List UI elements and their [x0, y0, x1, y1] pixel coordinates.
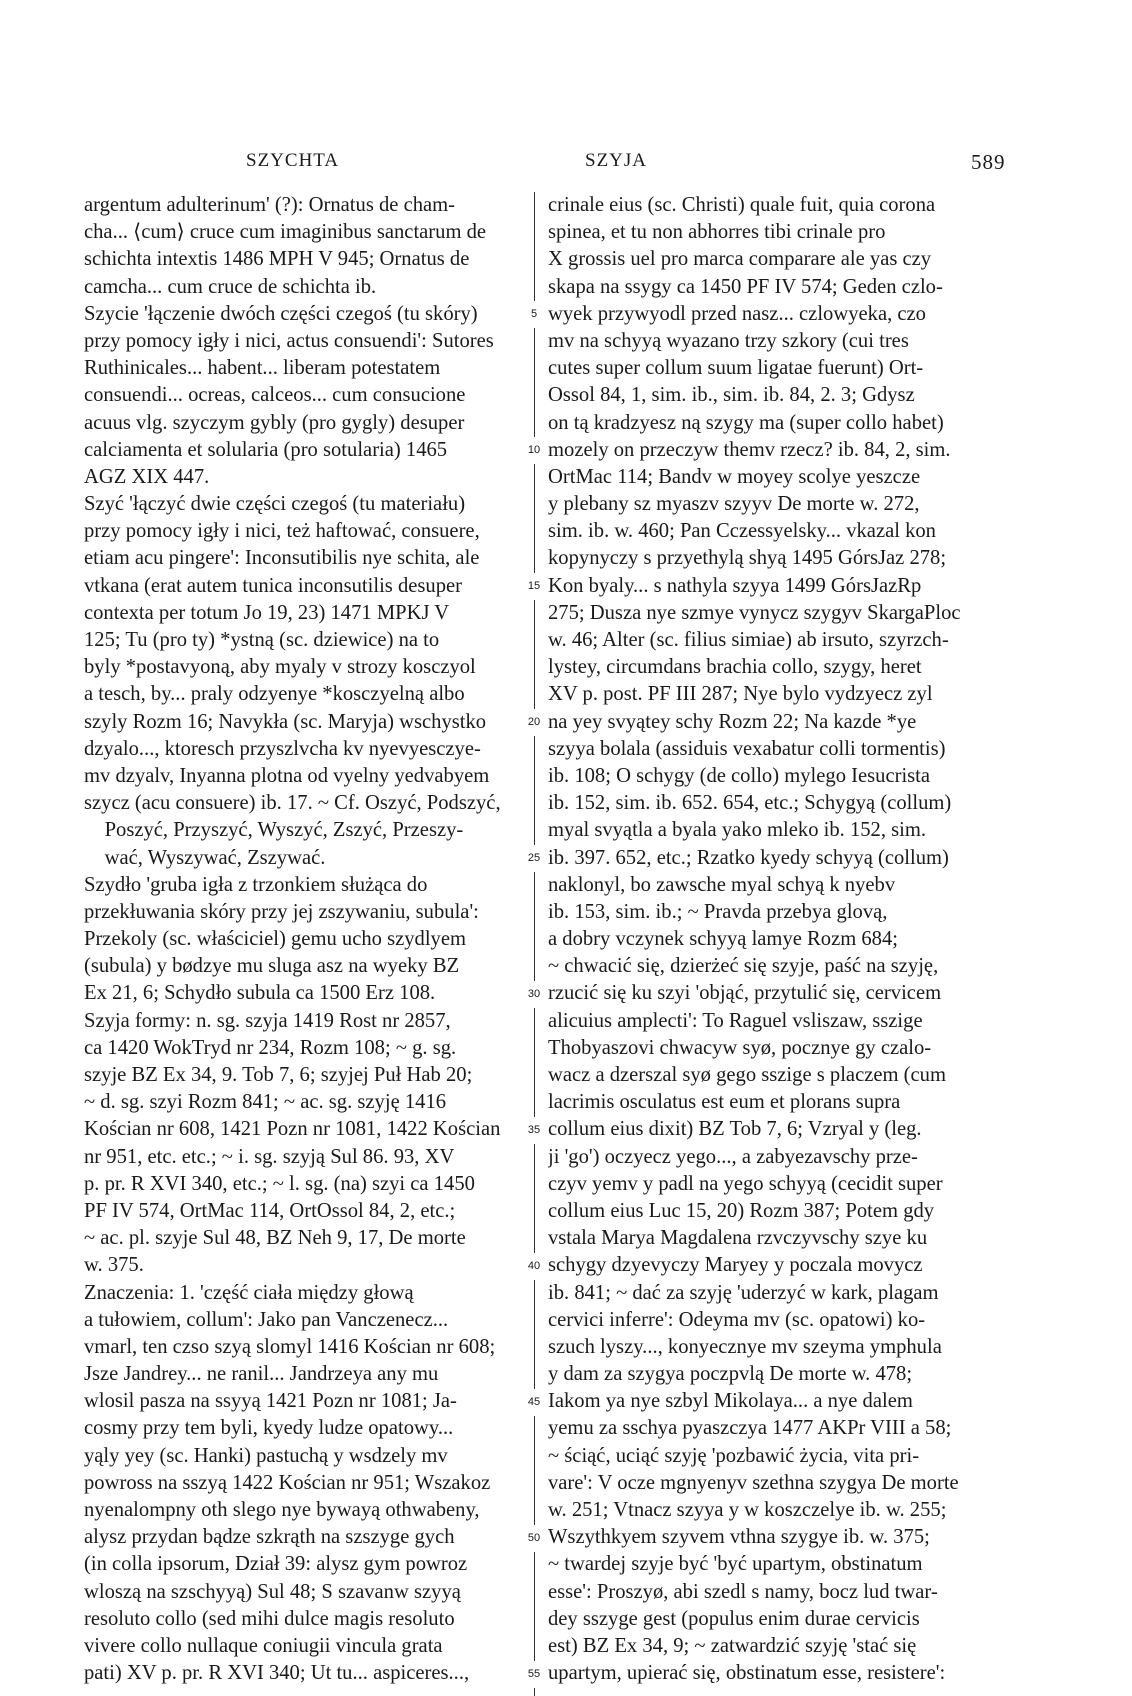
- text-line: mv na schyyą wyazano trzy szkory (cui tres: [548, 329, 909, 352]
- text-line: Kon byaly... s nathyla szyya 1499 GórsJazRp: [548, 574, 922, 597]
- text-line: Szydło 'gruba igła z trzonkiem służąca do: [84, 873, 428, 896]
- text-line: szyje BZ Ex 34, 9. Tob 7, 6; szyjej Puł Hab 20;: [84, 1064, 473, 1086]
- text-line: esse': Proszyø, abi szedl s namy, bocz lud twar-: [548, 1580, 938, 1603]
- text-line: a dobry vczynek schyyą lamye Rozm 684;: [548, 928, 898, 951]
- line-number: 40: [522, 1253, 546, 1280]
- text-line: crinale eius (sc. Christi) quale fuit, quia corona: [548, 194, 936, 216]
- text-line: ~ ac. pl. szyje Sul 48, BZ Neh 9, 17, De morte: [84, 1227, 466, 1250]
- text-line: ~ twardej szyje być 'być upartym, obstinatum: [548, 1553, 923, 1576]
- text-line: szuch lyszy..., konyecznye mv szeyma ymphula: [548, 1335, 942, 1358]
- text-line: XV p. post. PF III 287; Nye bylo vydzyecz zyl: [548, 683, 933, 706]
- text-line: consuendi... ocreas, calceos... cum consucione: [84, 384, 466, 407]
- text-line: 125; Tu (pro ty) *ystną (sc. dziewice) na to: [84, 629, 440, 651]
- text-line: camcha... cum cruce de schichta ib.: [84, 275, 377, 298]
- text-line: y dam za szygya poczpvlą De morte w. 478;: [548, 1363, 913, 1386]
- text-line: acuus vlg. szyczym gybly (pro gygly) desuper: [84, 411, 465, 434]
- text-line: na yey svyątey schy Rozm 22; Na kazde *ye: [548, 710, 917, 733]
- text-line: lystey, circumdans brachia collo, szygy, heret: [548, 656, 922, 679]
- text-line: on tą kradzyesz ną szygy ma (super collo habet): [548, 411, 944, 434]
- left-column: [84, 192, 517, 1687]
- text-line: mozely on przeczyw themv rzecz? ib. 84, 2, sim.: [548, 438, 951, 461]
- text-line: kopynyczy s przyethylą shyą 1495 GórsJaz 278;: [548, 547, 947, 570]
- line-number: 50: [522, 1525, 546, 1552]
- text-line: p. pr. R XVI 340, etc.; ~ l. sg. (na) szyi ca 1450: [84, 1172, 475, 1195]
- text-line: ca 1420 WokTryd nr 234, Rozm 108; ~ g. sg.: [84, 1036, 457, 1059]
- text-line: upartym, upierać się, obstinatum esse, resistere':: [548, 1662, 946, 1685]
- text-line: szyya bolala (assiduis vexabatur colli tormentis): [548, 737, 946, 760]
- line-number: 10: [522, 437, 546, 464]
- text-line: collum eius Luc 15, 20) Rozm 387; Potem gdy: [548, 1199, 935, 1222]
- text-line: calciamenta et solularia (pro sotularia) 1465: [84, 438, 448, 461]
- text-line: ib. 152, sim. ib. 652. 654, etc.; Schygyą (collum): [548, 792, 952, 815]
- text-line: y plebany sz myaszv szyyv De morte w. 272,: [548, 493, 920, 516]
- line-number: 55: [522, 1661, 546, 1688]
- text-line: Thobyaszovi chwacyw syø, pocznye gy czalo-: [548, 1036, 932, 1059]
- text-line: vmarl, ten czso szyą slomyl 1416 Kościan nr 608;: [84, 1335, 496, 1358]
- text-line: ib. 153, sim. ib.; ~ Pravda przebya glovą,: [548, 900, 888, 923]
- text-line: ib. 397. 652, etc.; Rzatko kyedy schyyą (collum): [548, 846, 949, 869]
- text-line: w. 375.: [84, 1254, 144, 1277]
- text-line: powross na sszyą 1422 Kościan nr 951; Wszakoz: [84, 1471, 491, 1494]
- line-number: 30: [522, 981, 546, 1008]
- text-line: Jsze Jandrey... ne ranil... Jandrzeya any mu: [84, 1363, 439, 1386]
- text-line: schygy dzyevyczy Maryey y poczala movycz: [548, 1254, 923, 1277]
- text-line: PF IV 574, OrtMac 114, OrtOssol 84, 2, etc.;: [84, 1199, 456, 1222]
- text-line: ib. 108; O schygy (de collo) mylego Iesucrista: [548, 764, 931, 787]
- text-line: (subula) y bødzye mu sluga asz na wyeky BZ: [84, 955, 460, 978]
- text-line: OrtMac 114; Bandv w moyey scolye yeszcze: [548, 465, 921, 488]
- text-line: Wszythkyem szyvem vthna szygye ib. w. 375;: [548, 1526, 930, 1549]
- text-line: yemu za sschya pyaszczya 1477 AKPr VIII a 58;: [548, 1417, 952, 1440]
- text-line: alysz przydan bądze szkrąth na szszyge gych: [84, 1526, 455, 1549]
- text-line: vtkana (erat autem tunica inconsutilis desuper: [84, 574, 462, 597]
- text-line: cha... ⟨cum⟩ cruce cum imaginibus sanctarum de: [84, 221, 487, 244]
- text-line: Kościan nr 608, 1421 Pozn nr 1081, 1422 Kościan: [84, 1118, 501, 1141]
- text-line: rzucić się ku szyi 'objąć, przytulić się, cervicem: [548, 982, 942, 1005]
- text-line: schichta intextis 1486 MPH V 945; Ornatus de: [84, 248, 470, 271]
- text-line: yąly yey (sc. Hanki) pastuchą y wsdzely mv: [84, 1444, 448, 1467]
- text-line: wacz a dzerszal syø gego sszige s placzem (cum: [548, 1064, 946, 1086]
- text-line: Szyja formy: n. sg. szyja 1419 Rost nr 2857,: [84, 1009, 451, 1032]
- text-line: AGZ XIX 447.: [84, 465, 210, 488]
- text-line: ib. 841; ~ dać za szyję 'uderzyć w kark, plagam: [548, 1281, 939, 1304]
- text-line: szyly Rozm 16; Navykła (sc. Maryja) wschystko: [84, 710, 487, 733]
- text-line: wlosil pasza na ssyyą 1421 Pozn nr 1081; Ja-: [84, 1390, 457, 1413]
- text-line: est) BZ Ex 34, 9; ~ zatwardzić szyję 'stać się: [548, 1634, 917, 1657]
- text-line: resoluto collo (sed mihi dulce magis resoluto: [84, 1607, 455, 1630]
- text-line: 275; Dusza nye szmye vynycz szygyv SkargaPloc: [548, 601, 961, 624]
- line-number: 20: [522, 709, 546, 736]
- text-line: naklonyl, bo zawsche myal schyą k nyebv: [548, 873, 896, 896]
- text-line: byly *postavyoną, aby myaly v strozy kosczyol: [84, 656, 476, 679]
- text-line: Ruthinicales... habent... liberam potestatem: [84, 357, 441, 380]
- text-line: Poszyć, Przyszyć, Wyszyć, Zszyć, Przeszy-: [84, 819, 464, 842]
- text-line: ~ chwacić się, dzierżeć się szyje, paść na szyję,: [548, 955, 939, 978]
- text-line: vivere collo nullaque coniugii vincula grata: [84, 1634, 443, 1657]
- text-line: myal svyątla a byala yako mleko ib. 152, sim.: [548, 819, 927, 842]
- line-number: 35: [522, 1117, 546, 1144]
- line-number: 25: [522, 845, 546, 872]
- text-line: spinea, et tu non abhorres tibi crinale pro: [548, 221, 886, 244]
- text-line: Szycie 'łączenie dwóch części czegoś (tu skóry): [84, 302, 478, 325]
- text-line: wać, Wyszywać, Zszywać.: [84, 846, 326, 869]
- text-line: lacrimis osculatus est eum et plorans supra: [548, 1091, 901, 1114]
- text-line: ~ d. sg. szyi Rozm 841; ~ ac. sg. szyję 1416: [84, 1091, 447, 1114]
- text-line: w. 46; Alter (sc. filius simiae) ab irsuto, szyrzch-: [548, 629, 949, 651]
- text-line: w. 251; Vtnacz szyya y w koszczelye ib. w. 255;: [548, 1499, 947, 1521]
- text-line: ~ ściąć, uciąć szyję 'pozbawić życia, vita pri-: [548, 1444, 920, 1467]
- text-line: dey sszyge gest (populus enim durae cervicis: [548, 1607, 920, 1630]
- text-line: wyek przywyodl przed nasz... czlowyeka, czo: [548, 302, 926, 325]
- text-line: a tułowiem, collum': Jako pan Vanczenecz...: [84, 1308, 449, 1331]
- text-line: argentum adulterinum' (?): Ornatus de cham-: [84, 194, 456, 216]
- text-line: Szyć 'łączyć dwie części czegoś (tu materiału): [84, 493, 466, 516]
- line-number: 45: [522, 1389, 546, 1416]
- text-line: pati) XV p. pr. R XVI 340; Ut tu... aspiceres...,: [84, 1662, 470, 1685]
- text-line: Znaczenia: 1. 'część ciała między głową: [84, 1281, 414, 1304]
- text-line: cutes super collum suum ligatae fuerunt) Ort-: [548, 357, 924, 380]
- text-line: przy pomocy igły i nici, też haftować, consuere,: [84, 520, 480, 543]
- text-line: nr 951, etc. etc.; ~ i. sg. szyją Sul 86. 93, XV: [84, 1145, 455, 1168]
- page-number: 589: [971, 150, 1006, 174]
- text-line: Ossol 84, 1, sim. ib., sim. ib. 84, 2. 3; Gdysz: [548, 384, 915, 407]
- text-line: Przekoly (sc. właściciel) gemu ucho szydlyem: [84, 928, 467, 951]
- text-line: cosmy przy tem byli, kyedy ludze opatowy...: [84, 1417, 454, 1440]
- text-line: wloszą na szschyyą) Sul 48; S szavanw szyyą: [84, 1580, 461, 1603]
- text-line: X grossis uel pro marca comparare ale yas czy: [548, 248, 932, 271]
- text-line: contexta per totum Jo 19, 23) 1471 MPKJ V: [84, 601, 450, 624]
- line-number: 5: [522, 301, 546, 328]
- text-line: vstala Marya Magdalena rzvczyvschy szye ku: [548, 1227, 928, 1250]
- text-line: collum eius dixit) BZ Tob 7, 6; Vzryal y (leg.: [548, 1118, 922, 1141]
- text-line: vare': V ocze mgnyenyv szethna szygya De morte: [548, 1471, 959, 1494]
- running-head-left: SZYCHTA: [246, 150, 340, 171]
- text-line: skapa na ssygy ca 1450 PF IV 574; Geden czlo-: [548, 275, 943, 298]
- text-line: sim. ib. w. 460; Pan Cczessyelsky... vkazal kon: [548, 520, 936, 543]
- text-line: przy pomocy igły i nici, actus consuendi': Sutores: [84, 329, 494, 352]
- right-column: [548, 192, 981, 1687]
- text-line: Ex 21, 6; Schydło subula ca 1500 Erz 108.: [84, 982, 436, 1005]
- running-head-right: SZYJA: [585, 150, 648, 171]
- text-line: dzyalo..., ktoresch przyszlvcha kv nyevyesczye-: [84, 737, 481, 760]
- text-line: Iakom ya nye szbyl Mikolaya... a nye dalem: [548, 1390, 913, 1413]
- column-divider: [534, 192, 535, 1696]
- text-line: szycz (acu consuere) ib. 17. ~ Cf. Oszyć, Podszyć,: [84, 792, 501, 815]
- text-line: alicuius amplecti': To Raguel vsliszaw, sszige: [548, 1009, 923, 1032]
- text-line: ji 'go') oczyecz yego..., a zabyezavschy prze-: [548, 1145, 918, 1168]
- text-line: nyenalompny oth slego nye bywayą othwabeny,: [84, 1499, 480, 1521]
- line-number: 15: [522, 573, 546, 600]
- text-line: mv dzyalv, Inyanna plotna od vyelny yedvabyem: [84, 764, 490, 787]
- text-line: przekłuwania skóry przy jej zszywaniu, subula':: [84, 900, 479, 923]
- text-line: (in colla ipsorum, Dział 39: alysz gym powroz: [84, 1553, 468, 1576]
- text-line: cervici inferre': Odeyma mv (sc. opatowi) ko-: [548, 1308, 926, 1331]
- text-line: a tesch, by... praly odzyenye *kosczyelną albo: [84, 683, 465, 706]
- text-line: czyv yemv y padl na yego schyyą (cecidit super: [548, 1172, 943, 1195]
- text-line: etiam acu pingere': Inconsutibilis nye schita, ale: [84, 547, 480, 570]
